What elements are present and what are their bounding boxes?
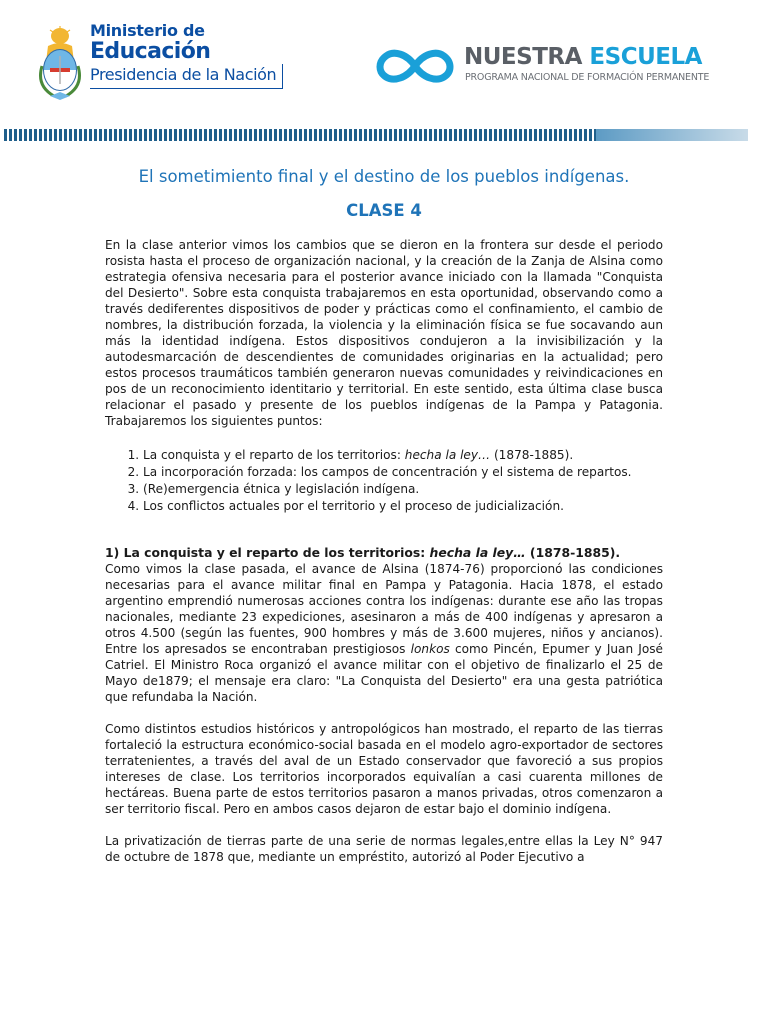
ministry-line2: Educación xyxy=(90,39,211,64)
program-title-part1: NUESTRA xyxy=(464,44,582,70)
document-body xyxy=(105,166,663,865)
divider-gradient xyxy=(596,129,748,141)
list-item xyxy=(143,498,663,515)
section-heading-italic: hecha la ley… xyxy=(429,545,526,560)
list-item xyxy=(143,447,663,464)
header-divider xyxy=(4,129,748,141)
program-title xyxy=(464,44,702,70)
section-paragraph-2: Como distintos estudios históricos y antropológicos han mostrado, el reparto de las tierras fortaleció la estructura económico-social basada en el modelo agro-exportador de sectores terratenientes, a través del aval de un Estado conservador que favoreció a sus propios intereses de clase. Los territorios incorporados equivalían a casi cuarenta millones de hectáreas. Buena parte de estos territorios pasaron a manos privadas, otros comenzaron a ser territorio fiscal. Pero en ambos casos dejaron de estar bajo el dominio indígena. xyxy=(105,722,663,816)
paragraph-text: Como vimos la clase pasada, el avance de Alsina (1874-76) proporcionó las condiciones necesarias para el avance militar final en Pampa y Patagonia. Hacia 1878, el estado argentino emprendió numerosas acciones contra los indígenas: durante ese año las tropas nacionales, mediante 23 expediciones, asesinaron a más de 400 indígenas y apresaron a otros 4.500 (según las fuentes, 900 hombres y más de 3.600 mujeres, niños y ancianos). Entre los apresados se encontraban prestigiosos xyxy=(105,562,663,656)
document-title: El sometimiento final y el destino de los pueblos indígenas. xyxy=(138,167,630,186)
topics-list xyxy=(105,447,663,515)
list-item-text: Los conflictos actuales por el territorio y el proceso de judicialización. xyxy=(143,499,564,513)
section-paragraph-3: La privatización de tierras parte de una serie de normas legales,entre ellas la Ley N° 947 de octubre de 1878 que, mediante un empréstito, autorizó al Poder Ejecutivo a xyxy=(105,834,663,864)
list-item-text: La incorporación forzada: los campos de concentración y el sistema de repartos. xyxy=(143,465,632,479)
infinity-icon xyxy=(374,44,456,88)
program-title-part2: ESCUELA xyxy=(589,44,702,70)
list-item-date: (1878-1885). xyxy=(490,448,574,462)
list-item-text: (Re)emergencia étnica y legislación indígena. xyxy=(143,482,420,496)
class-label: CLASE 4 xyxy=(346,201,422,220)
ministry-line3: Presidencia de la Nación xyxy=(90,64,283,89)
page-header xyxy=(0,0,768,125)
section-paragraph-1 xyxy=(105,561,663,705)
program-subtitle: PROGRAMA NACIONAL DE FORMACIÓN PERMANENTE xyxy=(465,72,710,83)
ministry-name xyxy=(90,22,283,89)
list-item xyxy=(143,481,663,498)
intro-paragraph: En la clase anterior vimos los cambios que se dieron en la frontera sur desde el periodo rosista hasta el proceso de organización nacional, y la creación de la Zanja de Alsina como estrategia ofensiva necesaria para el posterior avance iniciado con la llamada "Conquista del Desierto". Sobre esta conquista trabajaremos en esta oportunidad, observando como a través dediferentes dispositivos de poder y prácticas como el confinamiento, el cambio de nombres, la distribución forzada, la violencia y la eliminación física se fue socavando aun más la identidad indígena. Estos dispositivos condujeron a la invisibilización y la autodesmarcación de descendientes de comunidades originarias en la actualidad; pero estos procesos traumáticos también generaron nuevas comunidades y reivindicaciones en pos de un reconocimiento identitario y territorial. En este sentido, esta última clase busca relacionar el pasado y presente de los pueblos indígenas de la Pampa y Patagonia. Trabajaremos los siguientes puntos: xyxy=(105,238,663,428)
paragraph-text-cont: como Pincén, Epumer y Juan José Catriel. El Ministro Roca organizó el avance militar con el objetivo de finalizarlo el 25 de Mayo de1879; el mensaje era claro: "La Conquista del Desierto" era una gesta patriótica que refundaba la Nación. xyxy=(105,642,663,704)
list-item-text: La conquista y el reparto de los territorios: xyxy=(143,448,405,462)
list-item xyxy=(143,464,663,481)
argentina-crest-icon xyxy=(36,26,84,102)
ministry-logo xyxy=(36,22,286,102)
list-item-italic: hecha la ley… xyxy=(404,448,491,462)
section-heading-date: (1878-1885). xyxy=(525,545,621,560)
section-heading xyxy=(105,545,663,561)
section-heading-text: 1) La conquista y el reparto de los territorios: xyxy=(105,545,430,560)
divider-dashes xyxy=(4,129,596,141)
paragraph-italic: lonkos xyxy=(410,642,450,656)
ministry-line1: Ministerio de xyxy=(90,21,205,40)
program-logo xyxy=(374,42,714,92)
